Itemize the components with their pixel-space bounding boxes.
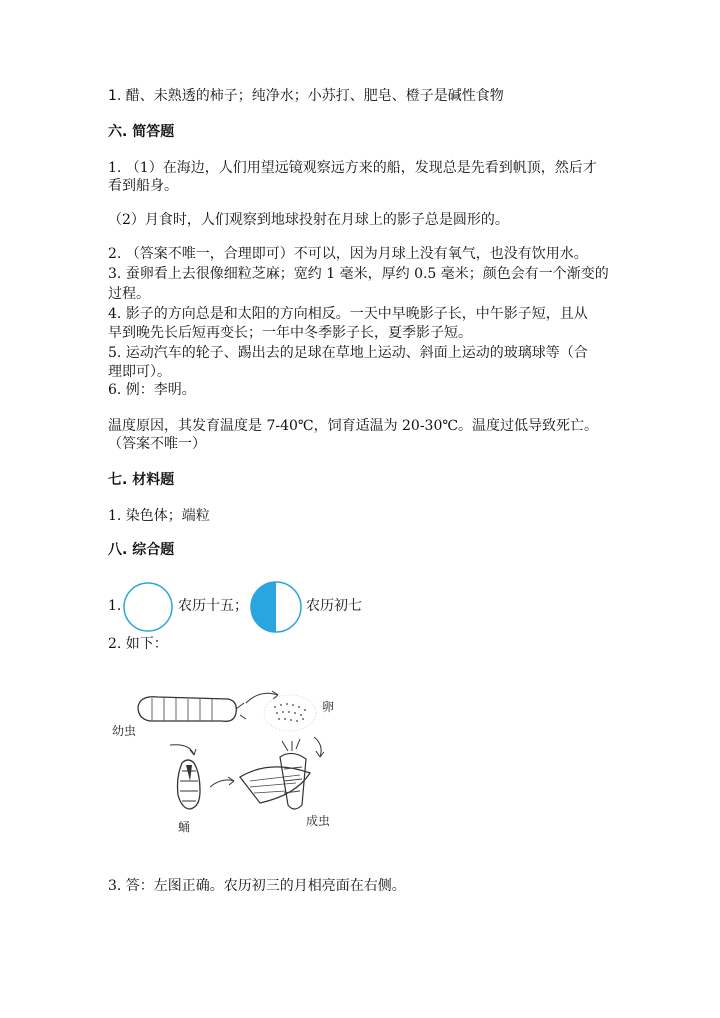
temperature-line-b: （答案不唯一）: [108, 436, 206, 452]
comprehensive-q2: 2. 如下：: [108, 636, 168, 652]
temperature-line-a: 温度原因，其发育温度是 7-40℃，饲育适温为 20-30℃。温度过低导致死亡。: [108, 418, 599, 434]
egg-label: 卵: [322, 700, 335, 714]
section-heading-7: 七. 材料题: [108, 472, 175, 488]
silkworm-life-cycle-diagram: [110, 685, 350, 835]
answer-q3-line-a: 3. 蚕卵看上去很像细粒芝麻；宽约 1 毫米，厚约 0.5 毫米；颜色会有一个渐变的: [108, 266, 609, 282]
section-heading-6: 六. 简答题: [108, 124, 175, 140]
larva-label: 幼虫: [112, 724, 137, 738]
pupa-drawing: [178, 760, 201, 809]
answer-q5-line-a: 5. 运动汽车的轮子、踢出去的足球在草地上运动、斜面上运动的玻璃球等（合: [108, 345, 588, 361]
full-moon-label: 农历十五；: [178, 598, 248, 614]
answer-q1-line-c: （2）月食时，人们观察到地球投射在月球上的影子总是圆形的。: [108, 212, 509, 228]
answer-line-1: 1. 醋、未熟透的柿子；纯净水；小苏打、肥皂、橙子是碱性食物: [108, 88, 504, 104]
answer-q6: 6. 例：李明。: [108, 382, 196, 398]
adult-moth-drawing: [240, 739, 310, 809]
answer-q1-line-a: 1. （1）在海边，人们用望远镜观察远方来的船，发现总是先看到帆顶，然后才: [108, 160, 597, 176]
egg-cluster-drawing: [264, 695, 316, 731]
first-quarter-moon-label: 农历初七: [306, 598, 362, 614]
full-moon-icon: [120, 582, 176, 632]
adult-label: 成虫: [306, 814, 331, 828]
answer-q4-line-b: 早到晚先长后短再变长；一年中冬季影子长，夏季影子短。: [108, 325, 472, 341]
larva-drawing: [138, 697, 246, 722]
section-heading-8: 八. 综合题: [108, 542, 175, 558]
comprehensive-q1-number: 1.: [108, 598, 122, 614]
pupa-label: 蛹: [178, 820, 191, 834]
answer-q5-line-b: 理即可）。: [108, 364, 171, 380]
material-answer-1: 1. 染色体；端粒: [108, 508, 210, 524]
first-quarter-moon-icon: [249, 580, 305, 634]
answer-q4-line-a: 4. 影子的方向总是和太阳的方向相反。一天中早晚影子长，中午影子短，且从: [108, 306, 588, 322]
answer-q2: 2. （答案不唯一，合理即可）不可以，因为月球上没有氧气，也没有饮用水。: [108, 246, 588, 262]
answer-q1-line-b: 看到船身。: [108, 178, 178, 194]
answer-q3-line-b: 过程。: [108, 286, 150, 302]
comprehensive-q3: 3. 答：左图正确。农历初三的月相亮面在右侧。: [108, 878, 406, 894]
